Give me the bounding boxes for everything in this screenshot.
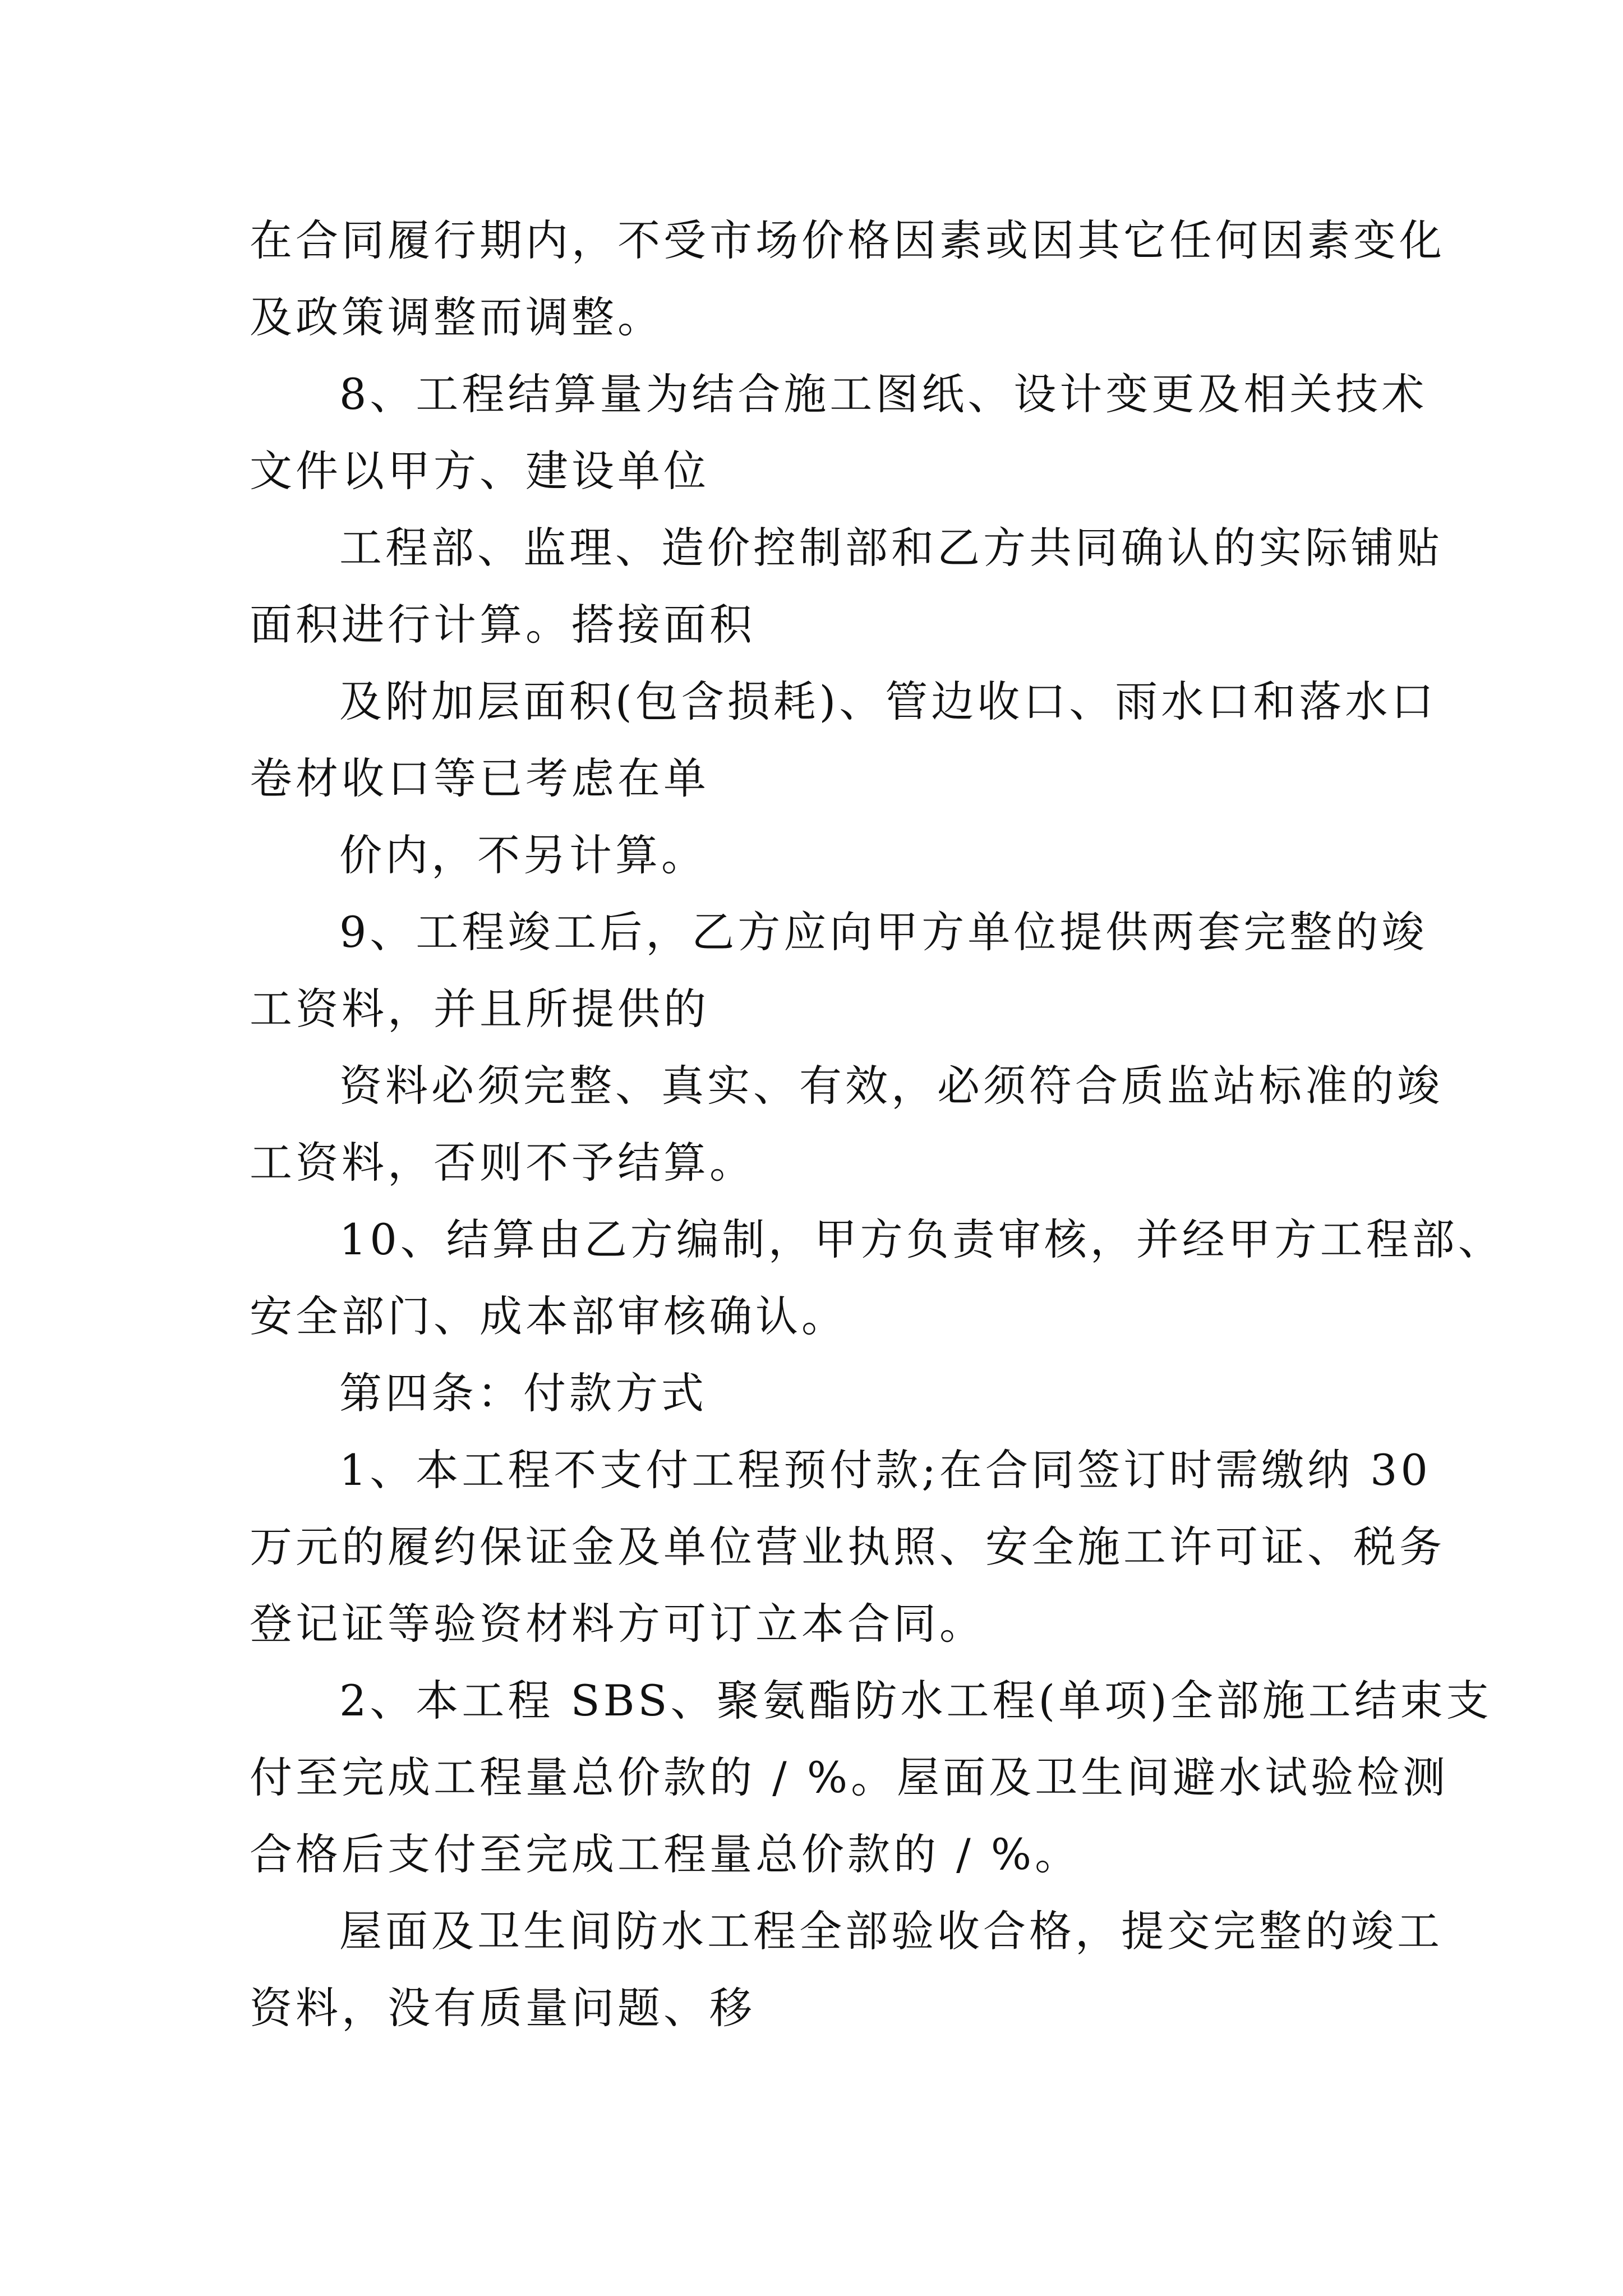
text-line: 价内，不另计算。 (339, 830, 707, 880)
text-line: 万元的履约保证金及单位营业执照、安全施工许可证、税务 (250, 1522, 1445, 1572)
text-line: 8、工程结算量为结合施工图纸、设计变更及相关技术 (339, 369, 1428, 419)
text-line: 在合同履行期内，不受市场价格因素或因其它任何因素变化 (250, 215, 1445, 265)
text-line: 安全部门、成本部审核确认。 (250, 1291, 847, 1341)
text-line: 9、工程竣工后，乙方应向甲方单位提供两套完整的竣 (339, 907, 1428, 957)
text-line: 2、本工程 SBS、聚氨酯防水工程(单项)全部施工结束支 (339, 1676, 1492, 1726)
text-line: 1、本工程不支付工程预付款;在合同签订时需缴纳 30 (339, 1445, 1431, 1495)
text-line: 面积进行计算。搭接面积 (250, 600, 755, 650)
text-line: 登记证等验资材料方可订立本合同。 (250, 1599, 985, 1649)
section-heading: 第四条：付款方式 (339, 1368, 707, 1418)
text-line: 资料，没有质量问题、移 (250, 1983, 755, 2033)
text-line: 付至完成工程量总价款的 / %。屋面及卫生间避水试验检测 (250, 1752, 1449, 1802)
text-line: 屋面及卫生间防水工程全部验收合格，提交完整的竣工 (339, 1906, 1443, 1956)
text-line: 及附加层面积(包含损耗)、管边收口、雨水口和落水口 (339, 677, 1437, 726)
text-line: 工程部、监理、造价控制部和乙方共同确认的实际铺贴 (339, 523, 1443, 573)
text-line: 工资料，并且所提供的 (250, 984, 709, 1034)
document-body (250, 202, 1504, 2046)
text-line: 合格后支付至完成工程量总价款的 / %。 (250, 1829, 1081, 1879)
text-line: 工资料，否则不予结算。 (250, 1138, 755, 1188)
text-line: 及政策调整而调整。 (250, 292, 663, 342)
text-line: 文件以甲方、建设单位 (250, 446, 709, 496)
text-line: 10、结算由乙方编制，甲方负责审核，并经甲方工程部、 (339, 1214, 1504, 1264)
text-line: 资料必须完整、真实、有效，必须符合质监站标准的竣 (339, 1061, 1443, 1111)
text-line: 卷材收口等已考虑在单 (250, 753, 709, 803)
